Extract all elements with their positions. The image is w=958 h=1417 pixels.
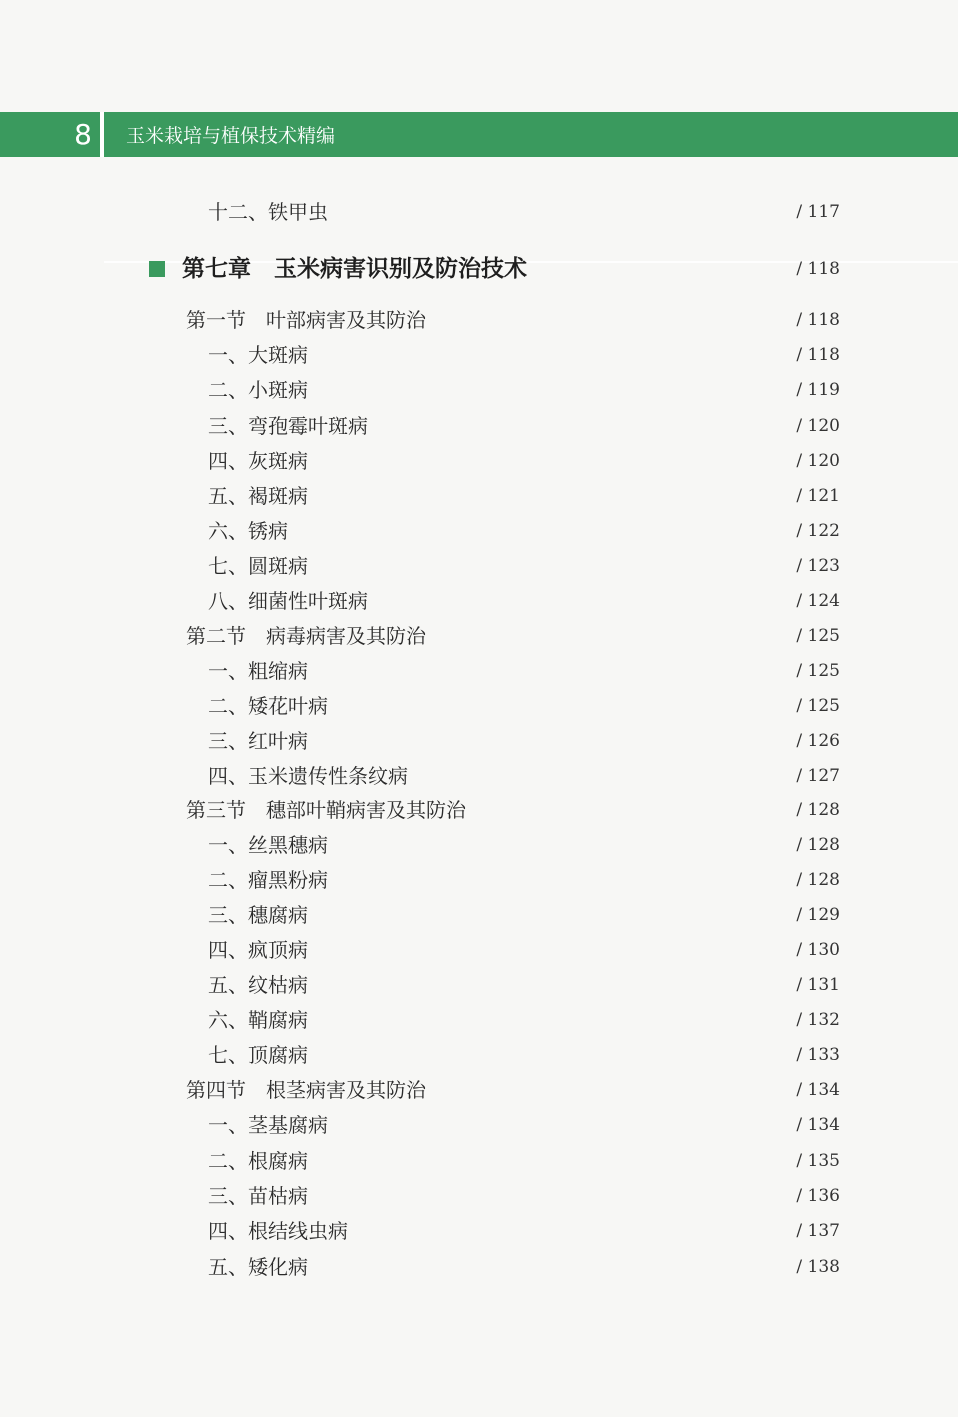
toc-label: 第四节 根茎病害及其防治: [186, 1078, 426, 1102]
toc-item[interactable]: [0, 411, 958, 441]
toc-item[interactable]: [0, 1110, 958, 1140]
toc-label: 一、茎基腐病: [208, 1113, 328, 1137]
toc-item[interactable]: [0, 375, 958, 405]
toc-page: / 117: [796, 202, 840, 222]
toc-item[interactable]: [0, 830, 958, 860]
toc-page: / 138: [796, 1257, 840, 1277]
toc-label: 四、疯顶病: [208, 938, 308, 962]
toc-item[interactable]: [0, 586, 958, 616]
toc-item[interactable]: [0, 900, 958, 930]
toc-item[interactable]: [0, 516, 958, 546]
toc-label: 二、小斑病: [208, 378, 308, 402]
toc-label: 第七章 玉米病害识别及防治技术: [182, 256, 527, 282]
toc-label: 五、矮化病: [208, 1255, 308, 1279]
toc-page: / 122: [796, 521, 840, 541]
toc-label: 二、矮花叶病: [208, 694, 328, 718]
toc-label: 第三节 穗部叶鞘病害及其防治: [186, 798, 466, 822]
toc-item[interactable]: [0, 481, 958, 511]
toc-page: / 130: [796, 940, 840, 960]
toc-section[interactable]: [0, 621, 958, 651]
toc-page: / 118: [796, 345, 840, 365]
toc-label: 五、纹枯病: [208, 973, 308, 997]
toc-item[interactable]: [0, 1181, 958, 1211]
toc-label: 第一节 叶部病害及其防治: [186, 308, 426, 332]
toc-page: / 121: [796, 486, 840, 506]
toc-item[interactable]: [0, 1252, 958, 1282]
book-title: 玉米栽培与植保技术精编: [126, 125, 336, 147]
toc-page: / 128: [796, 800, 840, 820]
toc-page: / 126: [796, 731, 840, 751]
toc-item[interactable]: [0, 551, 958, 581]
toc-page: / 133: [796, 1045, 840, 1065]
toc-label: 四、玉米遗传性条纹病: [208, 764, 408, 788]
toc-item[interactable]: [0, 1040, 958, 1070]
toc-label: 六、鞘腐病: [208, 1008, 308, 1032]
toc-section[interactable]: [0, 1075, 958, 1105]
toc-label: 八、细菌性叶斑病: [208, 589, 368, 613]
toc-label: 二、根腐病: [208, 1149, 308, 1173]
toc-label: 一、粗缩病: [208, 659, 308, 683]
toc-label: 二、瘤黑粉病: [208, 868, 328, 892]
toc-page: / 132: [796, 1010, 840, 1030]
toc-page: / 128: [796, 870, 840, 890]
toc-item[interactable]: [0, 656, 958, 686]
toc-item[interactable]: [0, 865, 958, 895]
toc-item[interactable]: [0, 761, 958, 791]
toc-page: / 134: [796, 1115, 840, 1135]
toc-label: 七、顶腐病: [208, 1043, 308, 1067]
toc-page: / 118: [796, 310, 840, 330]
page-number: 8: [74, 118, 92, 151]
toc-item[interactable]: [0, 1146, 958, 1176]
toc-item[interactable]: [0, 691, 958, 721]
toc-item[interactable]: [0, 446, 958, 476]
toc-page: / 137: [796, 1221, 840, 1241]
toc-item[interactable]: [0, 970, 958, 1000]
toc-page: / 120: [796, 451, 840, 471]
toc-item[interactable]: [0, 340, 958, 370]
running-header: [0, 112, 958, 157]
toc-page: / 131: [796, 975, 840, 995]
toc-label: 三、苗枯病: [208, 1184, 308, 1208]
toc-page: / 125: [796, 626, 840, 646]
toc-label: 六、锈病: [208, 519, 288, 543]
toc-page: / 128: [796, 835, 840, 855]
toc-label: 三、穗腐病: [208, 903, 308, 927]
toc-page: / 123: [796, 556, 840, 576]
toc-label: 三、红叶病: [208, 729, 308, 753]
toc-label: 一、丝黑穗病: [208, 833, 328, 857]
header-divider: [100, 112, 104, 157]
toc-section[interactable]: [0, 305, 958, 335]
toc-label: 七、圆斑病: [208, 554, 308, 578]
toc-label: 四、根结线虫病: [208, 1219, 348, 1243]
toc-page: / 120: [796, 416, 840, 436]
toc-item[interactable]: [0, 1005, 958, 1035]
toc-page: / 135: [796, 1151, 840, 1171]
toc-page: / 136: [796, 1186, 840, 1206]
toc-label: 第二节 病毒病害及其防治: [186, 624, 426, 648]
toc-page: / 125: [796, 661, 840, 681]
toc-label: 三、弯孢霉叶斑病: [208, 414, 368, 438]
toc-label: 十二、铁甲虫: [208, 200, 328, 224]
toc-item[interactable]: [0, 726, 958, 756]
toc-page: / 129: [796, 905, 840, 925]
toc-page: / 127: [796, 766, 840, 786]
toc-label: 四、灰斑病: [208, 449, 308, 473]
toc-page: / 118: [796, 259, 840, 279]
toc-section[interactable]: [0, 795, 958, 825]
toc-page: / 124: [796, 591, 840, 611]
toc-page: / 119: [796, 380, 840, 400]
toc-item[interactable]: [0, 197, 958, 227]
toc-page: / 125: [796, 696, 840, 716]
toc-item[interactable]: [0, 935, 958, 965]
toc-chapter[interactable]: [0, 254, 958, 284]
toc-item[interactable]: [0, 1216, 958, 1246]
toc-label: 五、褐斑病: [208, 484, 308, 508]
toc-page: / 134: [796, 1080, 840, 1100]
toc-label: 一、大斑病: [208, 343, 308, 367]
